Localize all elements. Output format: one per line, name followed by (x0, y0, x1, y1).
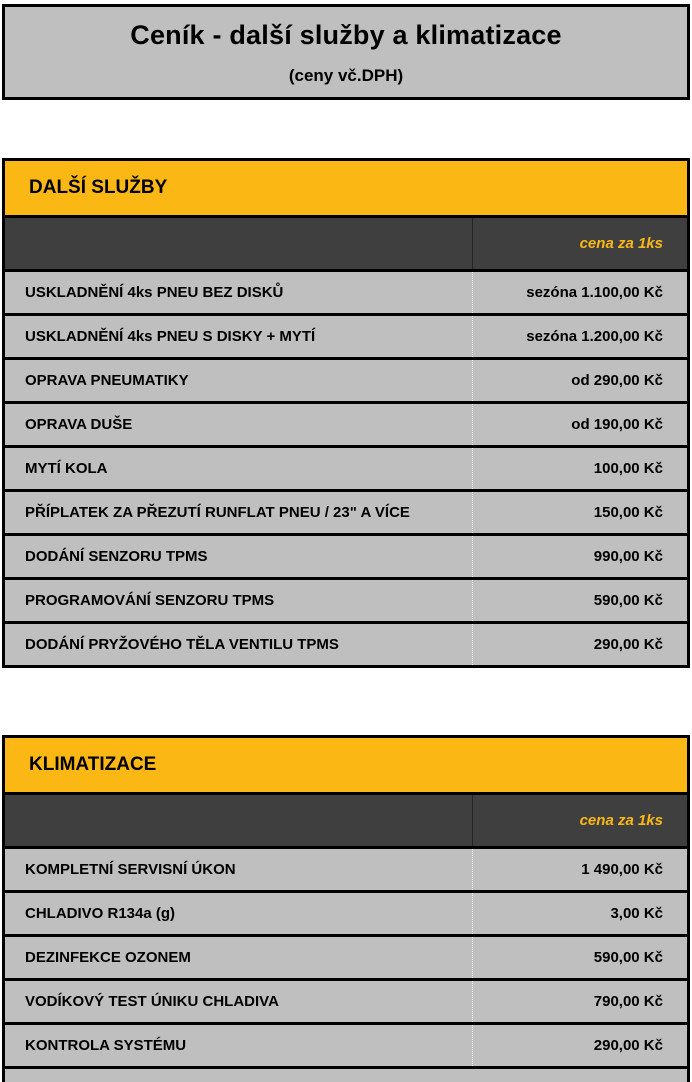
table-row (5, 489, 687, 533)
page-title: Ceník - další služby a klimatizace (130, 20, 562, 50)
service-label: VODÍKOVÝ TEST ÚNIKU CHLADIVA (25, 993, 279, 1010)
column-header-price (472, 795, 687, 846)
service-price: 100,00 Kč (472, 448, 687, 489)
partial-row-cutoff (5, 1066, 687, 1082)
service-label: USKLADNĚNÍ 4ks PNEU S DISKY + MYTÍ (25, 328, 316, 345)
price-table (2, 158, 690, 668)
service-price: sezóna 1.200,00 Kč (472, 316, 687, 357)
service-price: od 190,00 Kč (472, 404, 687, 445)
service-label: KOMPLETNÍ SERVISNÍ ÚKON (25, 861, 236, 878)
table-row (5, 533, 687, 577)
service-label: PROGRAMOVÁNÍ SENZORU TPMS (25, 592, 275, 609)
service-label: OPRAVA PNEUMATIKY (25, 372, 189, 389)
section-title: DALŠÍ SLUŽBY (29, 177, 168, 198)
service-price: 1 490,00 Kč (472, 849, 687, 890)
table-row (5, 1022, 687, 1066)
service-label: DEZINFEKCE OZONEM (25, 949, 191, 966)
table-row (5, 846, 687, 890)
pricelist-page (0, 4, 692, 1082)
rows-container (5, 846, 687, 1082)
service-price: 3,00 Kč (472, 893, 687, 934)
service-price: 590,00 Kč (472, 937, 687, 978)
section-title: KLIMATIZACE (29, 754, 157, 775)
table-row (5, 934, 687, 978)
service-label: DODÁNÍ PRYŽOVÉHO TĚLA VENTILU TPMS (25, 636, 339, 653)
sections-container (0, 158, 692, 1082)
table-row (5, 621, 687, 665)
column-header-empty (5, 795, 472, 846)
price-column-label: cena za 1ks (579, 235, 663, 252)
price-column-label: cena za 1ks (579, 812, 663, 829)
table-row (5, 357, 687, 401)
service-price: 790,00 Kč (472, 981, 687, 1022)
table-row (5, 445, 687, 489)
service-label: KONTROLA SYSTÉMU (25, 1037, 187, 1054)
page-subtitle: (ceny vč.DPH) (288, 66, 404, 85)
rows-container (5, 269, 687, 665)
service-price: 990,00 Kč (472, 536, 687, 577)
table-row (5, 313, 687, 357)
column-header-row (5, 218, 687, 269)
column-header-price (472, 218, 687, 269)
column-header-row (5, 795, 687, 846)
section-header (5, 161, 687, 218)
service-label: PŘÍPLATEK ZA PŘEZUTÍ RUNFLAT PNEU / 23" A VÍCE (25, 504, 410, 521)
service-label: OPRAVA DUŠE (25, 416, 133, 433)
table-row (5, 978, 687, 1022)
service-label: CHLADIVO R134a (g) (25, 905, 176, 922)
title-box (2, 4, 690, 100)
service-label: MYTÍ KOLA (25, 460, 108, 477)
table-row (5, 269, 687, 313)
service-label: DODÁNÍ SENZORU TPMS (25, 548, 208, 565)
section-header (5, 738, 687, 795)
service-price: 150,00 Kč (472, 492, 687, 533)
price-table (2, 735, 690, 1082)
column-header-empty (5, 218, 472, 269)
service-price: 290,00 Kč (472, 624, 687, 665)
table-row (5, 577, 687, 621)
service-price: sezóna 1.100,00 Kč (472, 272, 687, 313)
service-price: od 290,00 Kč (472, 360, 687, 401)
table-row (5, 401, 687, 445)
service-label: USKLADNĚNÍ 4ks PNEU BEZ DISKŮ (25, 284, 284, 301)
table-row (5, 890, 687, 934)
service-price: 590,00 Kč (472, 580, 687, 621)
service-price: 290,00 Kč (472, 1025, 687, 1066)
